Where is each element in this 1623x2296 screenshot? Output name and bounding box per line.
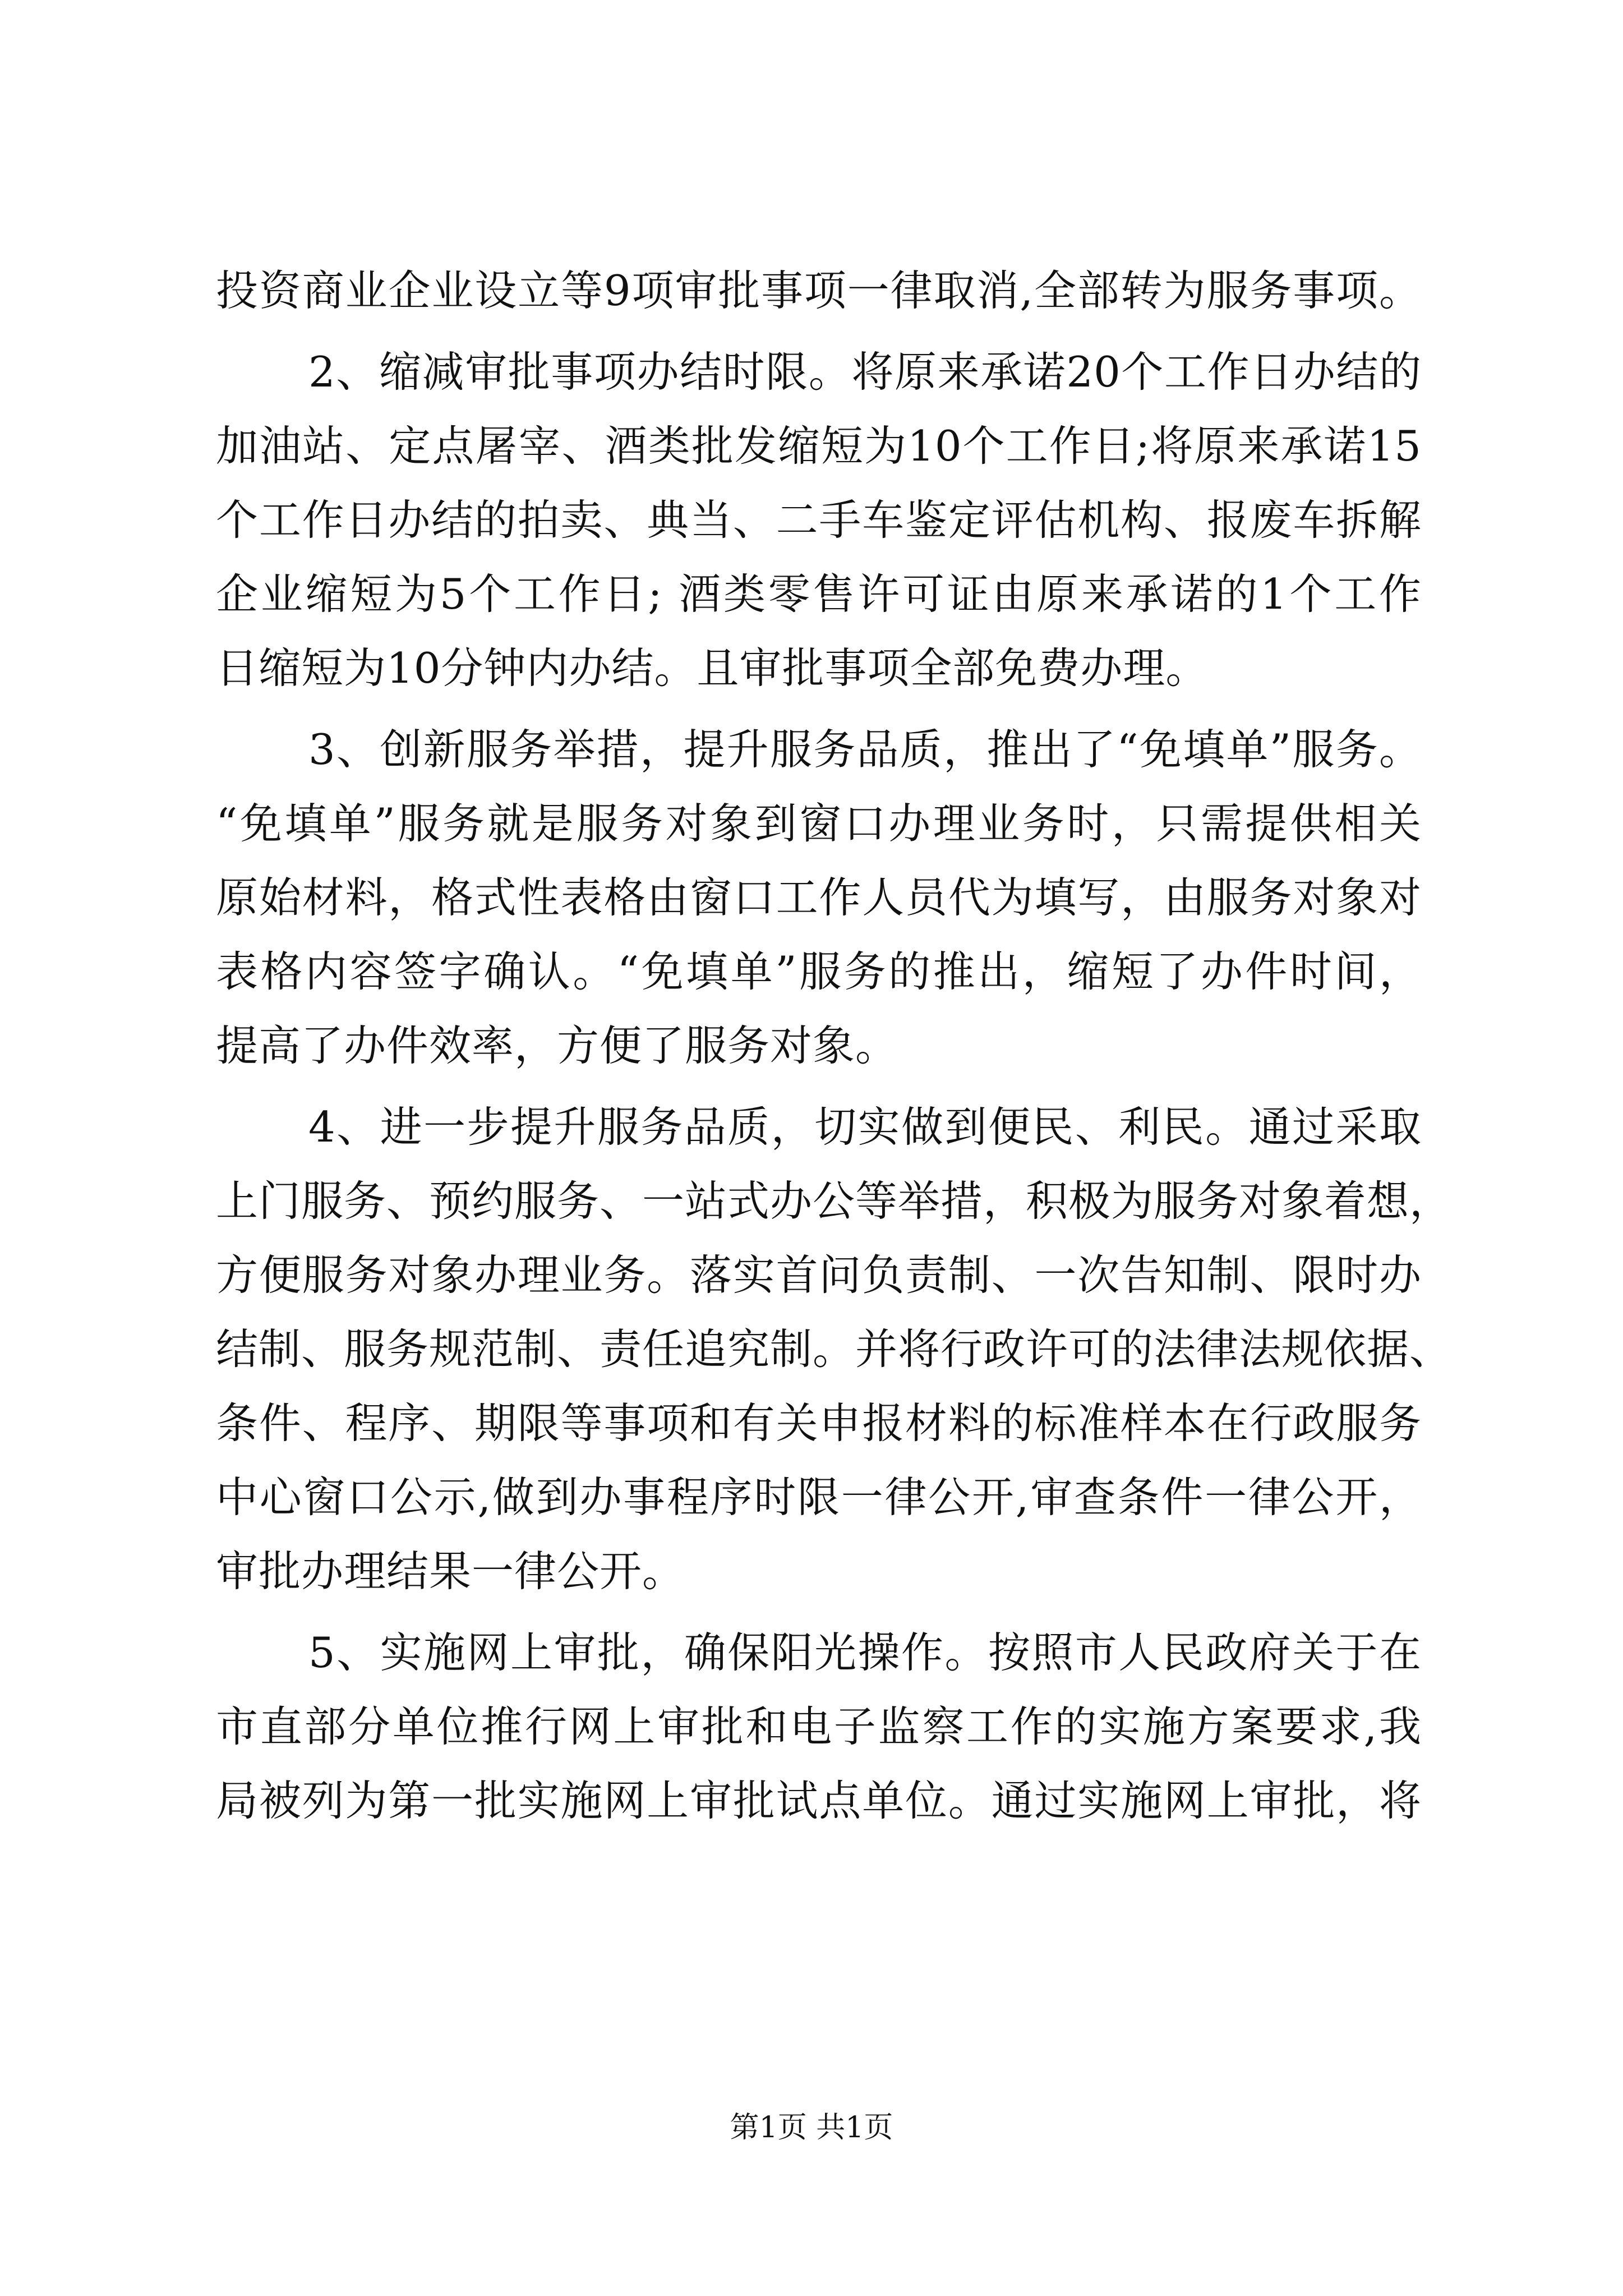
text-line: 原始材料，格式性表格由窗口工作人员代为填写，由服务对象对 bbox=[216, 873, 1422, 922]
text-line: 企业缩短为5个工作日; 酒类零售许可证由原来承诺的1个工作 bbox=[216, 569, 1422, 619]
text-line: 局被列为第一批实施网上审批试点单位。通过实施网上审批，将 bbox=[216, 1776, 1422, 1825]
text-line: 表格内容签字确认。“免填单”服务的推出，缩短了办件时间， bbox=[216, 947, 1422, 996]
text-line: 5、实施网上审批，确保阳光操作。按照市人民政府关于在 bbox=[308, 1628, 1422, 1677]
text-line: 4、进一步提升服务品质，切实做到便民、利民。通过采取 bbox=[308, 1102, 1422, 1152]
text-line: 投资商业企业设立等9项审批事项一律取消,全部转为服务事项。 bbox=[216, 266, 1422, 315]
text-line: 3、创新服务举措，提升服务品质，推出了“免填单”服务。 bbox=[308, 725, 1422, 774]
text-line: 上门服务、预约服务、一站式办公等举措，积极为服务对象着想， bbox=[216, 1176, 1453, 1226]
text-line: 方便服务对象办理业务。落实首问负责制、一次告知制、限时办 bbox=[216, 1250, 1422, 1300]
text-line: 个工作日办结的拍卖、典当、二手车鉴定评估机构、报废车拆解 bbox=[216, 495, 1422, 545]
text-line: 中心窗口公示,做到办事程序时限一律公开,审查条件一律公开， bbox=[216, 1473, 1422, 1522]
text-line: 2、缩减审批事项办结时限。将原来承诺20个工作日办结的 bbox=[308, 347, 1422, 397]
text-line: 提高了办件效率，方便了服务对象。 bbox=[216, 1021, 898, 1070]
text-line: 结制、服务规范制、责任追究制。并将行政许可的法律法规依据、 bbox=[216, 1324, 1453, 1374]
page-footer: 第1页 共1页 bbox=[730, 2111, 893, 2145]
text-line: 条件、程序、期限等事项和有关申报材料的标准样本在行政服务 bbox=[216, 1398, 1422, 1448]
text-line: 加油站、定点屠宰、酒类批发缩短为10个工作日;将原来承诺15 bbox=[216, 421, 1422, 471]
text-line: 日缩短为10分钟内办结。且审批事项全部免费办理。 bbox=[216, 643, 1209, 693]
text-line: “免填单”服务就是服务对象到窗口办理业务时，只需提供相关 bbox=[216, 799, 1422, 848]
document-body bbox=[216, 254, 1453, 1838]
text-line: 市直部分单位推行网上审批和电子监察工作的实施方案要求,我 bbox=[216, 1702, 1422, 1751]
text-line: 审批办理结果一律公开。 bbox=[216, 1547, 685, 1596]
